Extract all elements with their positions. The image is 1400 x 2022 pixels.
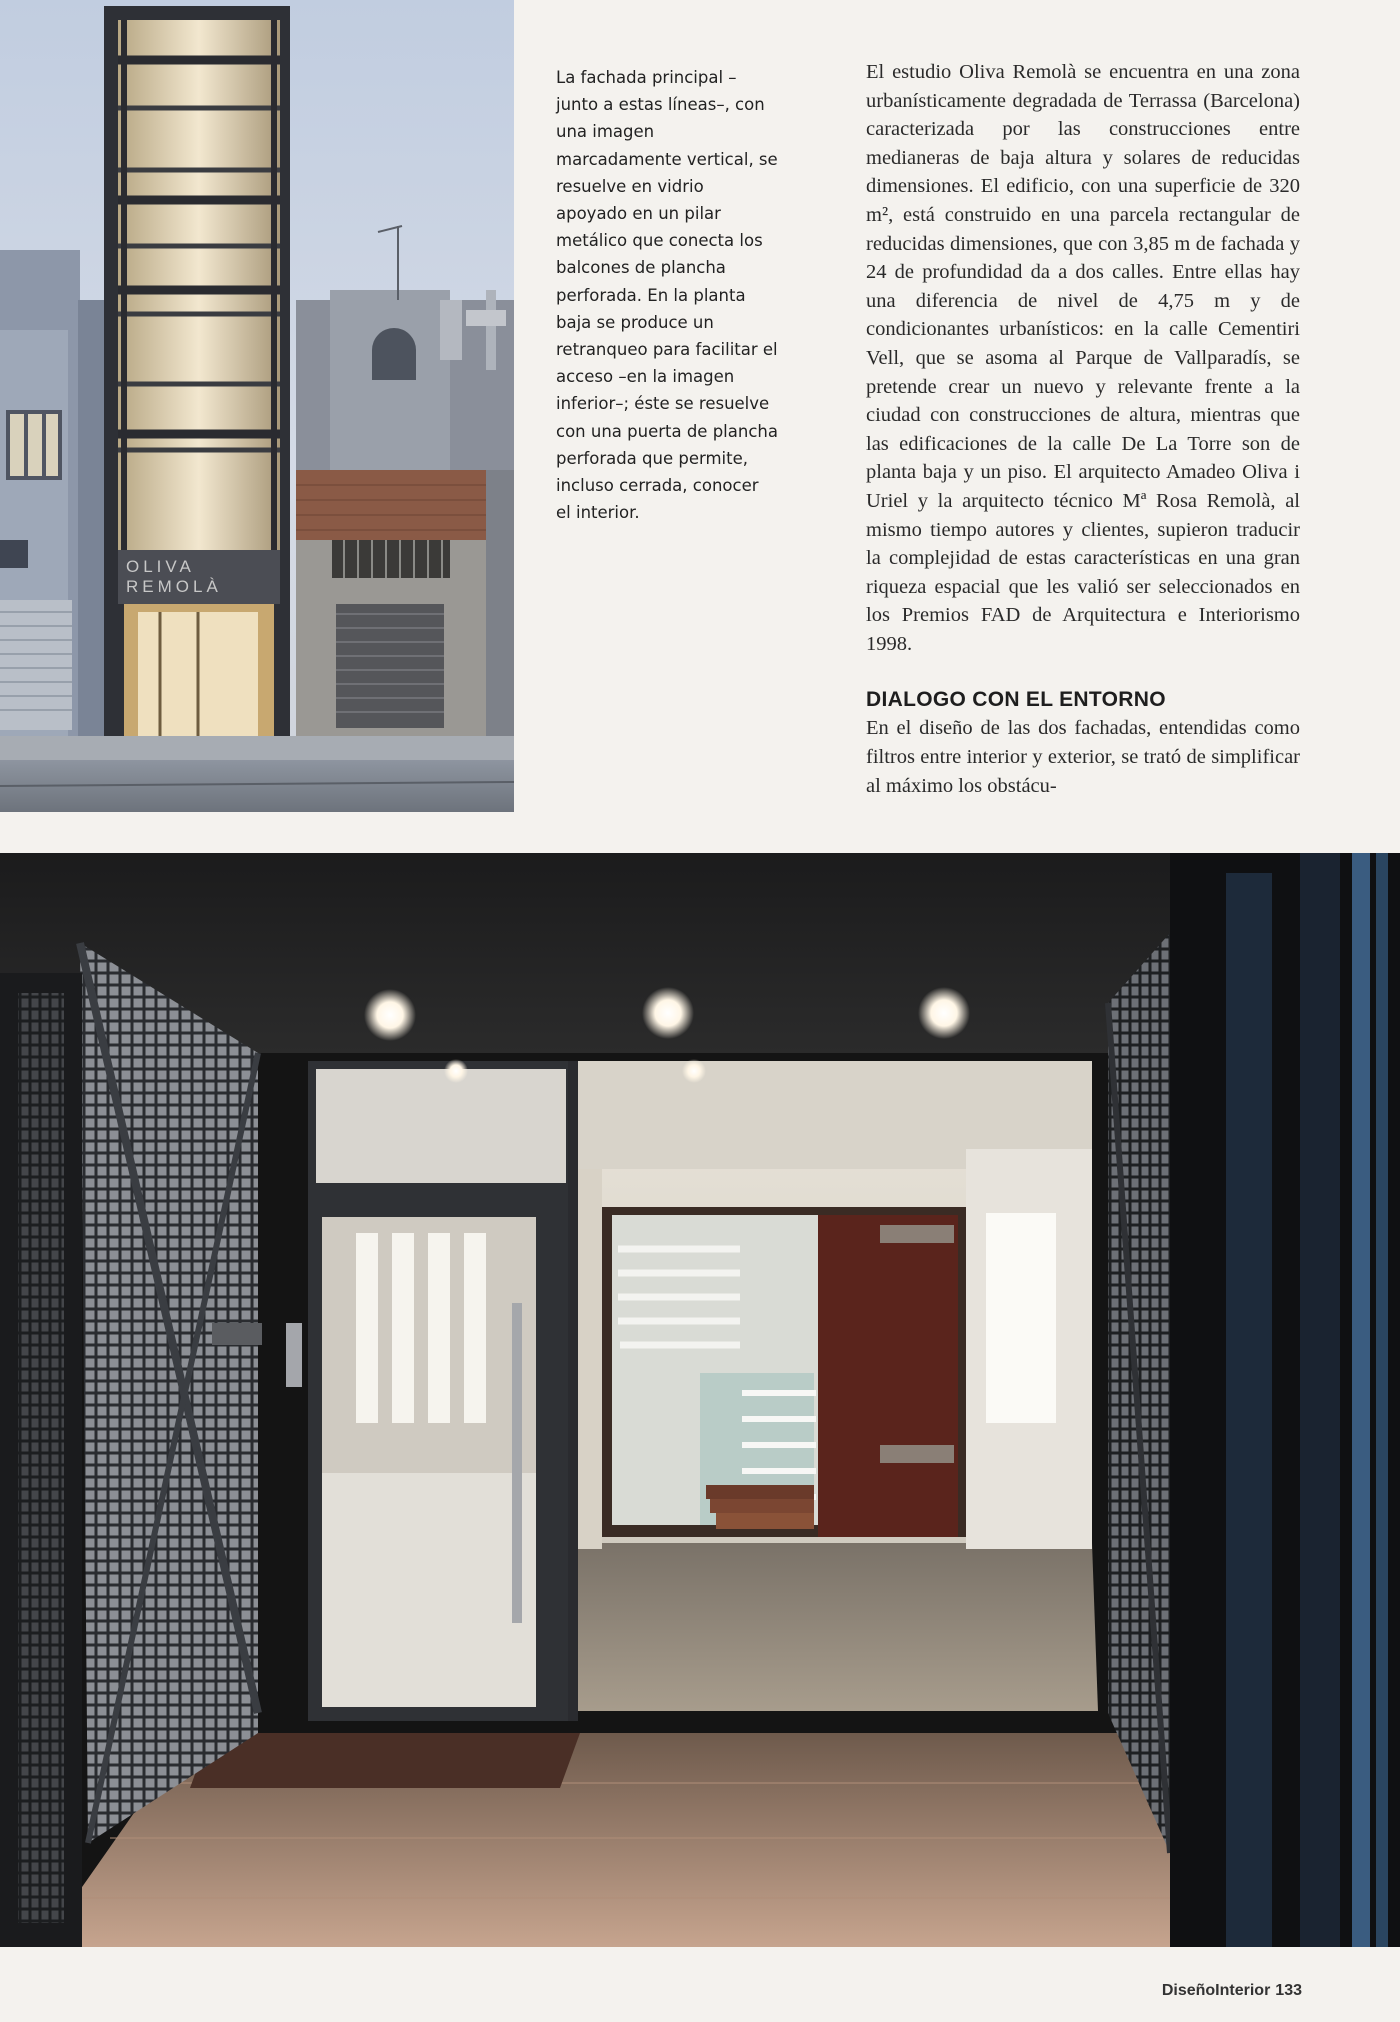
publication-name: DiseñoInterior [1161, 1982, 1271, 1999]
facade-photo [0, 0, 514, 812]
photo-caption: La fachada principal –junto a estas líneas–, con una imagen marcadamente vertical, se resuelve en vidrio apoyado en un pilar metálico que conecta los balcones de plancha perforada. En la planta baja se produce un retranqueo para facilitar el acceso –en la imagen inferior–; éste se resuelve con una puerta de plancha perforada que permite, incluso cerrada, conocer el interior. [556, 68, 778, 523]
section-heading: DIALOGO CON EL ENTORNO [866, 688, 1166, 712]
facade-sign: OLIVA REMOLÀ [126, 557, 222, 596]
article-paragraph: El estudio Oliva Remolà se encuentra en una zona urbanísticamente degradada de Terrassa (Barcelona) caracterizada por las construcciones entre medianeras de baja altura y solares de reducidas dimensiones. El edificio, con una superficie de 320 m², está construido en una parcela rectangular de reducidas dimensiones, que con 3,85 m de fachada y 24 de profundidad da a dos calles. Entre ellas hay una diferencia de nivel de 4,75 m y de condicionantes urbanísticos: en la calle Cementiri Vell, que se asoma al Parque de Vallparadís, se pretende crear un nuevo y relevante frente a la ciudad con construcciones de altura, mientras que las edificaciones de la calle De La Torre son de planta baja y un piso. El arquitecto Amadeo Oliva i Uriel y la arquitecto técnico Mª Rosa Remolà, al mismo tiempo autores y clientes, supieron traducir la complejidad de estas características en una gran riqueza espacial que les valió ser seleccionados en los Premios FAD de Arquitectura e Interiorismo 1998. [866, 61, 1300, 655]
page-footer [1162, 1982, 1302, 2000]
article-column [866, 58, 1300, 800]
entrance-photo [0, 853, 1400, 1947]
page-number: 133 [1275, 1982, 1302, 1999]
article-paragraph: En el diseño de las dos fachadas, entendidas como filtros entre interior y exterior, se trató de simplificar al máximo los obstácu- [866, 717, 1300, 797]
